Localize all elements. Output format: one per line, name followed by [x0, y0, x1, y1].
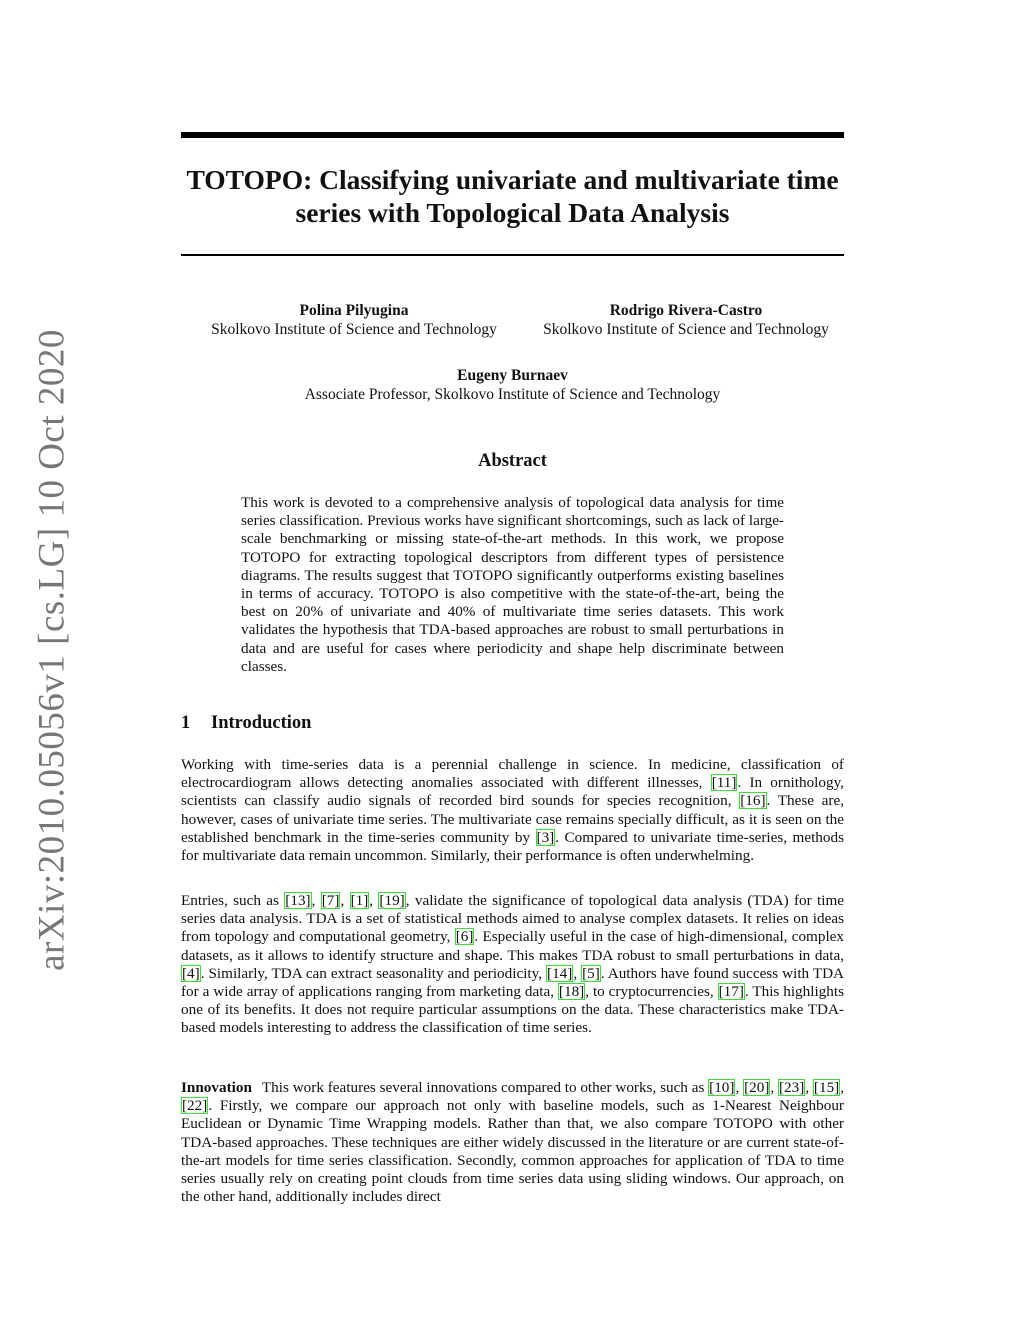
section-title: Introduction	[211, 713, 312, 733]
section-number: 1	[181, 713, 191, 733]
paragraph-text: . Firstly, we compare our approach not only with baseline models, such as 1-Nearest Neighbour Euclidean or Dynamic Time Wrapping models. Rather than that, we also compare TOTOPO with other TDA-based approaches. These techniques are either widely discussed in the literature or are current state-of-the-art models for time series classification. Secondly, common approaches for application of TDA to time series usually rely on creating point clouds from time series data using sliding windows. Our approach, on the other hand, additionally includes direct	[181, 1097, 844, 1206]
citation-link[interactable]: [22]	[182, 1097, 208, 1115]
separator-text: ,	[805, 1079, 813, 1096]
paragraph-text: . Authors have found success with TDA for a wide array of applications ranging from marketing data,	[181, 964, 845, 1001]
title-top-rule	[181, 132, 844, 138]
arxiv-identifier-stamp: arXiv:2010.05056v1 [cs.LG] 10 Oct 2020	[31, 329, 73, 971]
paragraph-text: . Similarly, TDA can extract seasonality and periodicity,	[200, 964, 547, 982]
citation-link[interactable]: [13]	[285, 892, 311, 909]
citation-link[interactable]: [10]	[709, 1079, 735, 1096]
citation-link[interactable]: [18]	[558, 983, 585, 1001]
citation-link[interactable]: [15]	[813, 1079, 840, 1096]
section-heading-introduction	[181, 713, 311, 734]
separator-text: ,	[770, 1079, 778, 1096]
citation-link[interactable]: [3]	[536, 828, 555, 846]
paragraph-text: , to cryptocurrencies,	[585, 983, 718, 1001]
paragraph-text: , validate the significance of topological data analysis (TDA) for time series data analysis. TDA is a set of statistical methods aimed to analyse complex datasets. It relies on ideas from topology and computational geometry,	[181, 892, 845, 946]
author-block	[181, 366, 844, 404]
abstract-text: This work is devoted to a comprehensive analysis of topological data analysis for time series classification. Previous works have significant shortcomings, such as lack of large-scale benchmarking or missing state-of-the-art methods. In this work, we propose TOTOPO for extracting topological descriptors from different types of persistence diagrams. The results suggest that TOTOPO significantly outperforms existing baselines in terms of accuracy. TOTOPO is also competitive with the state-of-the-art, being the best on 20% of univariate and 40% of multivariate time series datasets. This work validates the hypothesis that TDA-based approaches are robust to small perturbations in data and are useful for cases where periodicity and shape help discriminate between classes.	[241, 494, 784, 675]
citation-link[interactable]: [14]	[547, 964, 573, 982]
citation-link[interactable]: [20]	[744, 1079, 770, 1096]
author-affiliation: Associate Professor, Skolkovo Institute of Science and Technology	[304, 386, 721, 403]
citation-link[interactable]: [16]	[740, 792, 766, 810]
paragraph-text: This work features several innovations compared to other works, such as	[261, 1079, 709, 1096]
author-affiliation: Skolkovo Institute of Science and Technology	[211, 321, 497, 338]
paragraph-run-in-heading: Innovation	[181, 1079, 252, 1096]
innovation-paragraph	[181, 1079, 844, 1206]
separator-text: ,	[840, 1079, 845, 1096]
author-affiliation: Skolkovo Institute of Science and Technology	[543, 321, 829, 338]
paragraph-text: . Compared to univariate time-series, methods for multivariate data remain uncommon. Similarly, their performance is often underwhelming.	[181, 828, 844, 865]
paragraph-text: . Especially useful in the case of high-dimensional, complex datasets, as it allows to identify structure and shape. This makes TDA robust to small perturbations in data,	[181, 928, 845, 964]
intro-paragraph-2	[181, 892, 844, 1038]
author-name: Polina Pilyugina	[299, 302, 409, 319]
title-bottom-rule	[181, 254, 844, 256]
citation-link[interactable]: [6]	[455, 928, 474, 946]
paragraph-text: . These are, however, cases of univariate time series. The multivariate case remains specially difficult, as it is seen on the established benchmark in the time-series community by	[181, 792, 844, 846]
citation-link[interactable]: [23]	[779, 1079, 805, 1096]
citation-link[interactable]: [19]	[379, 892, 405, 909]
separator-text: ,	[735, 1079, 744, 1096]
citation-link[interactable]: [11]	[711, 774, 737, 792]
citation-link[interactable]: [17]	[718, 983, 744, 1001]
citation-link[interactable]: [7]	[321, 892, 340, 909]
intro-paragraph-1	[181, 756, 844, 865]
paragraph-text: . In ornithology, scientists can classify audio signals of recorded bird sounds for species recognition,	[181, 774, 844, 810]
separator-text: ,	[340, 892, 350, 909]
author-name: Rodrigo Rivera-Castro	[609, 302, 763, 319]
paragraph-text: Working with time-series data is a perennial challenge in science. In medicine, classification of electrocardiogram allows detecting anomalies associated with different illnesses,	[181, 756, 844, 792]
citation-link[interactable]: [4]	[182, 964, 200, 982]
author-block	[521, 301, 851, 339]
separator-text: ,	[311, 892, 321, 909]
author-name: Eugeny Burnaev	[457, 367, 568, 384]
paragraph-text: . This highlights one of its benefits. It does not require particular assumptions on the data. These characteristics make TDA-based models interesting to address the classification of time series.	[181, 983, 844, 1037]
abstract-heading: Abstract	[478, 451, 547, 471]
citation-link[interactable]: [1]	[350, 892, 369, 909]
separator-text: ,	[573, 964, 582, 982]
separator-text: ,	[369, 892, 379, 909]
citation-link[interactable]: [5]	[582, 964, 600, 982]
paragraph-text: Entries, such as	[181, 892, 285, 909]
author-block	[189, 301, 519, 339]
paper-title: TOTOPO: Classifying univariate and multivariate time series with Topological Data Analysis	[186, 164, 839, 228]
